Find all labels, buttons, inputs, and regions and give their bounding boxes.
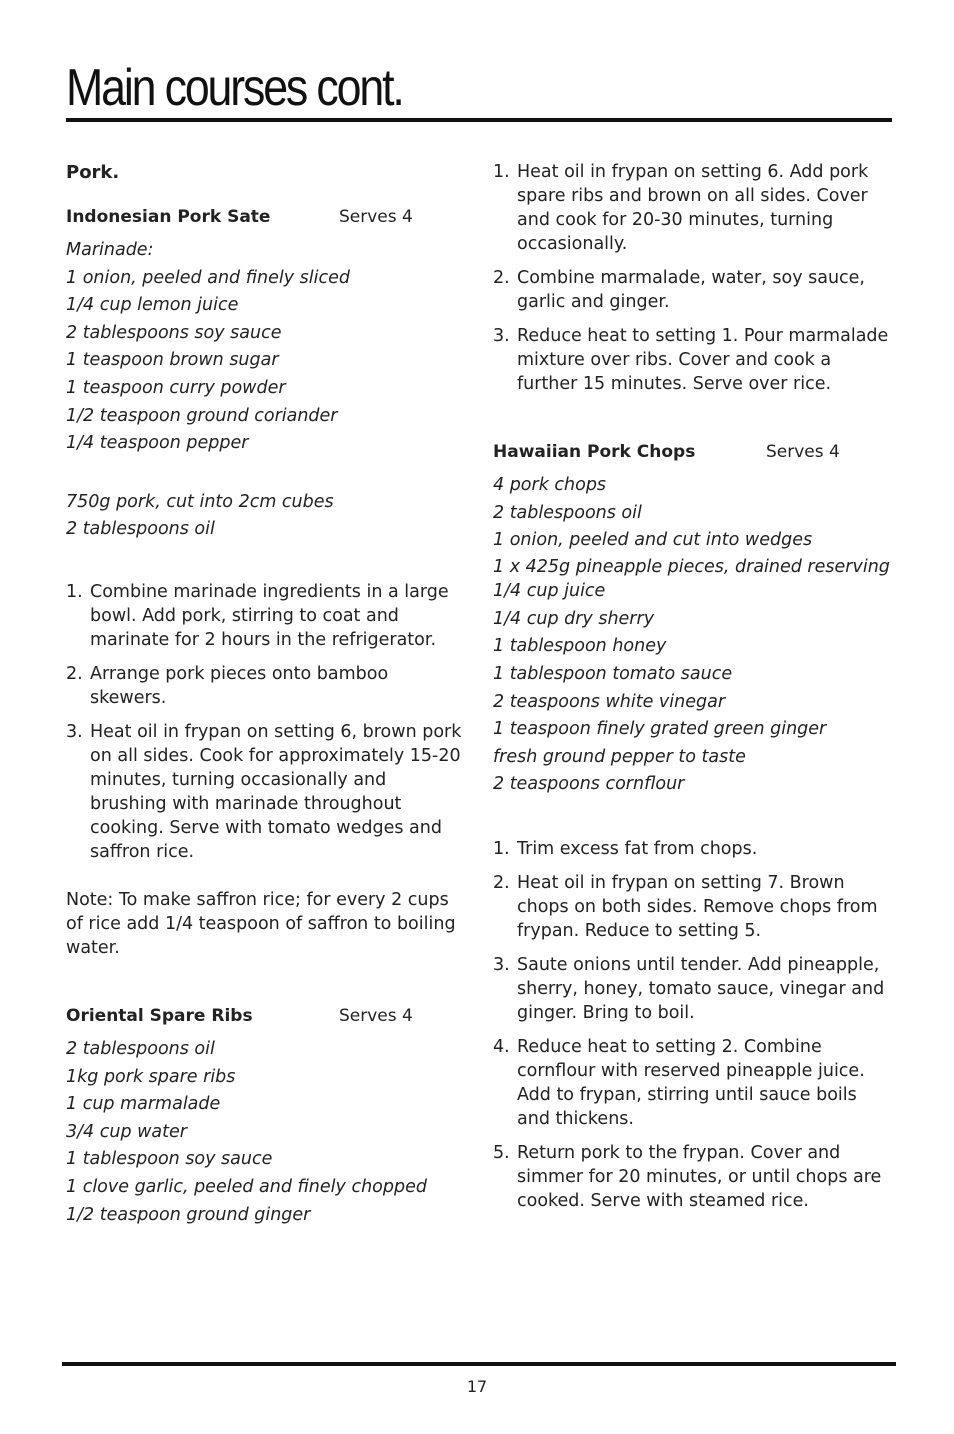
step-text: Return pork to the frypan. Cover and simmer for 20 minutes, or until chops are cooked. Serve with steamed rice. [517,1142,882,1211]
recipe-title: Hawaiian Pork Chops [493,442,696,462]
step-number: 1. [493,162,510,182]
method-step [66,720,466,864]
method-step [493,160,891,256]
ingredient-item: 1 teaspoon curry powder [66,377,286,398]
step-text: Arrange pork pieces onto bamboo skewers. [90,663,389,708]
method-step [66,580,466,652]
left-column [66,160,466,1229]
step-number: 2. [493,872,510,893]
ingredient-list [66,237,466,458]
step-number: 3. [66,721,83,742]
step-number: 3. [493,326,510,346]
ingredient-item: 2 tablespoons oil [66,519,215,540]
recipe-header [66,205,466,229]
ingredient-item: 2 tablespoons oil [66,1038,215,1059]
ingredient-item: 1 tablespoon honey [493,636,667,657]
recipe-title: Oriental Spare Ribs [66,1005,253,1026]
ingredient-item: 1 teaspoon brown sugar [66,350,279,371]
ingredient-item: 1/4 cup lemon juice [66,295,239,316]
method-steps [493,160,891,396]
ingredient-item: 2 tablespoons oil [493,502,642,523]
step-number: 5. [493,1142,510,1163]
serves-label: Serves 4 [339,207,413,227]
method-step [493,266,891,314]
step-text: Combine marmalade, water, soy sauce, garlic and ginger. [517,268,865,312]
serves-label: Serves 4 [339,1005,413,1026]
step-text: Heat oil in frypan on setting 7. Brown chops on both sides. Remove chops from frypan. Reduce to setting 5. [517,872,878,941]
recipe-header [66,1004,466,1028]
ingredient-item: 1 cup marmalade [66,1094,221,1115]
method-step [66,662,466,710]
ingredient-item: 3/4 cup water [66,1121,187,1142]
ingredient-item: Marinade: [66,240,154,260]
step-number: 4. [493,1036,510,1057]
ingredient-item: 1 x 425g pineapple pieces, drained reserving 1/4 cup juice [493,556,890,601]
ingredient-item: 1/2 teaspoon ground ginger [66,1204,311,1225]
ingredient-item: 2 tablespoons soy sauce [66,322,282,343]
step-text: Heat oil in frypan on setting 6, brown pork on all sides. Cook for approximately 15-20 minutes, turning occasionally and brushing with marinade throughout cooking. Serve with tomato wedges and saffron rice. [90,721,462,862]
right-column [493,160,891,1223]
step-text: Reduce heat to setting 1. Pour marmalade mixture over ribs. Cover and cook a further 15 minutes. Serve over rice. [517,326,889,394]
footer-rule [62,1362,896,1366]
ingredient-item: 750g pork, cut into 2cm cubes [66,491,334,512]
ingredient-list [493,472,891,799]
method-step [493,1035,891,1131]
ingredient-item: 1/4 teaspoon pepper [66,433,249,454]
step-text: Heat oil in frypan on setting 6. Add pork spare ribs and brown on all sides. Cover and cook for 20-30 minutes, turning occasionally. [517,162,869,254]
ingredient-item: 1 clove garlic, peeled and finely chopped [66,1176,427,1197]
ingredient-item: 2 teaspoons cornflour [493,774,685,795]
ingredient-item: 1/4 cup dry sherry [493,608,655,629]
note-text: Note: To make saffron rice; for every 2 cups of rice add 1/4 teaspoon of saffron to boiling water. [66,889,456,958]
step-text: Saute onions until tender. Add pineapple, sherry, honey, tomato sauce, vinegar and ginger. Bring to boil. [517,954,885,1023]
step-number: 3. [493,954,510,975]
step-number: 1. [493,838,510,859]
recipe-title: Indonesian Pork Sate [66,207,271,227]
step-text: Trim excess fat from chops. [517,838,758,859]
page-number: 17 [466,1377,488,1396]
ingredient-item: 1 teaspoon finely grated green ginger [493,719,827,740]
ingredient-list [66,489,466,544]
step-number: 1. [66,581,83,602]
method-step [493,837,891,861]
step-number: 2. [66,663,83,684]
method-step [493,324,891,396]
serves-label: Serves 4 [766,442,840,462]
method-step [493,953,891,1025]
page-title: Main courses cont. [66,59,403,117]
method-steps [493,837,891,1213]
ingredient-item: 1 onion, peeled and cut into wedges [493,530,813,551]
method-step [493,871,891,943]
ingredient-item: 2 teaspoons white vinegar [493,691,726,712]
method-step [493,1141,891,1213]
recipe-header [493,440,891,464]
ingredient-item: 1/2 teaspoon ground coriander [66,405,338,426]
ingredient-item: 1 tablespoon tomato sauce [493,663,733,684]
ingredient-item: 1 tablespoon soy sauce [66,1149,273,1170]
ingredient-item: 1kg pork spare ribs [66,1066,236,1087]
step-number: 2. [493,268,510,288]
step-text: Combine marinade ingredients in a large bowl. Add pork, stirring to coat and marinate for 2 hours in the refrigerator. [90,581,449,650]
ingredient-item: 1 onion, peeled and finely sliced [66,267,350,288]
ingredient-item: 4 pork chops [493,475,607,495]
section-heading: Pork. [66,162,120,183]
ingredient-item: fresh ground pepper to taste [493,746,746,767]
ingredient-list [66,1036,466,1229]
step-text: Reduce heat to setting 2. Combine cornflour with reserved pineapple juice. Add to frypan, stirring until sauce boils and thickens. [517,1036,865,1129]
method-steps [66,580,466,864]
title-rule [66,118,892,122]
